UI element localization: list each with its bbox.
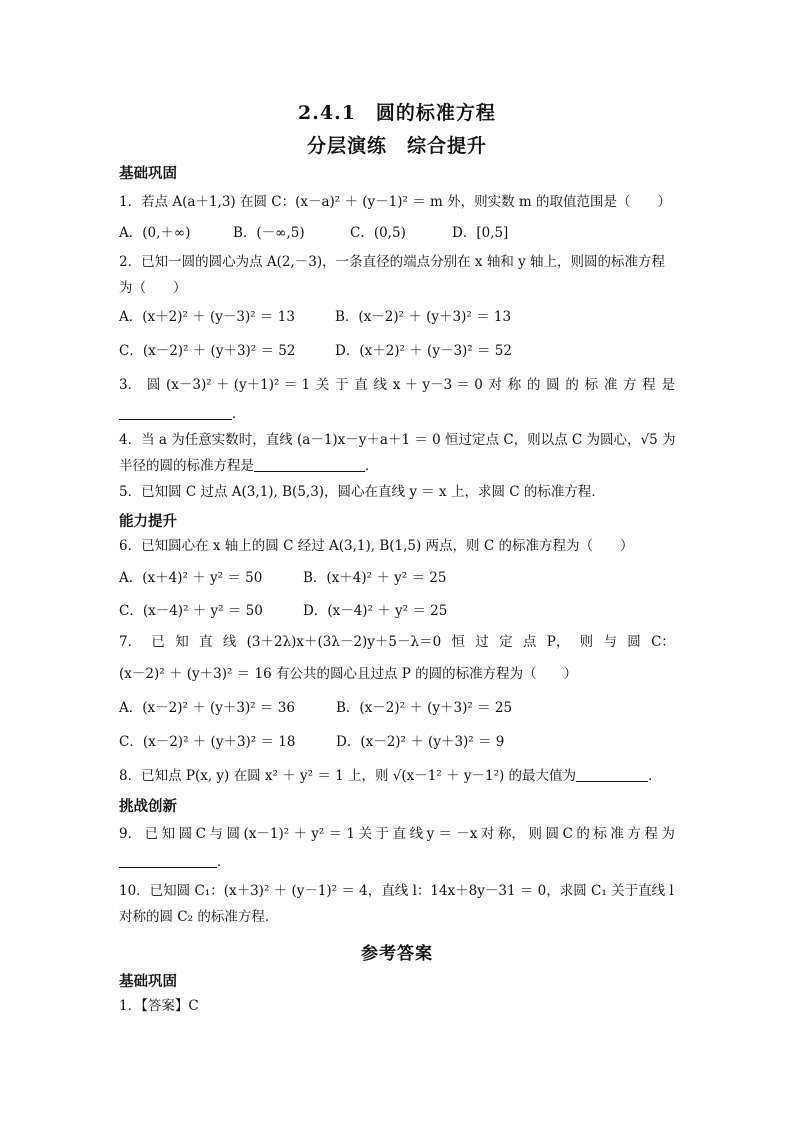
q7-word: 过 <box>475 634 489 650</box>
q9-word: 关 <box>358 826 373 842</box>
q1-stem: 1．若点 A(a＋1,3) 在圆 C：(x－a)² ＋ (y－1)² ＝ m 外，则实数 m 的取值范围是（ ） <box>119 194 672 210</box>
answers-heading: 参考答案 <box>361 944 433 964</box>
q7-word: 定 <box>499 634 513 650</box>
q4-text: 半径的圆的标准方程是 <box>119 458 254 474</box>
q6-option-d: D．(x－4)² ＋ y² ＝ 25 <box>303 603 448 619</box>
q8-answer-blank[interactable] <box>576 767 648 782</box>
q3-word: 准 <box>603 377 618 393</box>
q4-period: ． <box>365 458 379 474</box>
q6-option-a: A．(x＋4)² ＋ y² ＝ 50 <box>119 570 263 586</box>
q2-option-c: C．(x－2)² ＋ (y＋3)² ＝ 52 <box>119 343 296 359</box>
q7-word: 圆 <box>627 634 641 650</box>
q3-word: x ＋ y－3 ＝ 0 <box>392 377 483 393</box>
q2-option-b: B．(x－2)² ＋ (y＋3)² ＝ 13 <box>335 309 512 325</box>
q3-word: 的 <box>565 377 579 393</box>
q3-word: 圆 <box>546 377 560 393</box>
q7-word: 则 <box>579 634 594 650</box>
q3-word: 称 <box>507 377 522 393</box>
q9-word: 9． <box>119 826 142 842</box>
q9-word: 线 <box>409 826 424 842</box>
q1-option-a: A．(0,＋∞) <box>119 225 191 241</box>
q3-word: 于 <box>335 377 349 393</box>
q7-word: (3＋2λ)x＋(3λ－2)y＋5－λ＝0 <box>246 634 442 650</box>
q6-option-c: C．(x－4)² ＋ y² ＝ 50 <box>119 603 263 619</box>
answer-1: 1．【答案】C <box>119 998 199 1014</box>
section-challenge-heading: 挑战创新 <box>119 799 177 815</box>
q2-stem-line1: 2．已知一圆的圆心为点 A(2,－3)，一条直径的端点分别在 x 轴和 y 轴上，则圆的标准方程 <box>119 254 666 270</box>
q3-word: 是 <box>661 377 675 393</box>
q9-period: ． <box>217 854 231 870</box>
q9-word: 圆 <box>545 826 559 842</box>
q7-option-b: B．(x－2)² ＋ (y＋3)² ＝ 25 <box>336 700 513 716</box>
q1-option-d: D．[0,5] <box>452 225 509 241</box>
q3-word: 的 <box>526 377 541 393</box>
q7-word: 知 <box>175 634 189 650</box>
q3-word: 直 <box>354 377 368 393</box>
q9-answer-line <box>119 852 231 872</box>
q3-stem <box>119 375 675 395</box>
q9-word: C <box>562 826 573 842</box>
q9-word: 已 <box>144 826 159 842</box>
q2-option-a: A．(x＋2)² ＋ (y－3)² ＝ 13 <box>119 309 295 325</box>
q6-option-b: B．(x＋4)² ＋ y² ＝ 25 <box>303 570 447 586</box>
q9-word: 与 <box>209 826 224 842</box>
q9-word: 对 <box>480 826 495 842</box>
q7-option-c: C．(x－2)² ＋ (y＋3)² ＝ 18 <box>119 734 296 750</box>
q3-word: 程 <box>642 377 656 393</box>
q9-word: 知 <box>161 826 176 842</box>
q7-word: P， <box>546 634 570 650</box>
q4-answer-blank[interactable] <box>254 457 365 472</box>
q7-option-a: A．(x－2)² ＋ (y＋3)² ＝ 36 <box>119 700 295 716</box>
q9-word: 的 <box>576 826 590 842</box>
q8-stem <box>119 766 662 786</box>
q9-word: 圆 <box>226 826 241 842</box>
q7-word: 线 <box>222 634 237 650</box>
q7-word: 点 <box>522 634 537 650</box>
page-title: 2.4.1 圆的标准方程 <box>298 102 496 124</box>
q7-stem-line1 <box>119 632 675 652</box>
q3-word: 标 <box>584 377 599 393</box>
q9-word: 程 <box>644 826 658 842</box>
q7-word: 7． <box>119 634 142 650</box>
q3-word: 3． <box>119 377 142 393</box>
q9-stem <box>119 824 675 844</box>
q4-stem-line1: 4．当 a 为任意实数时，直线 (a－1)x－y＋a＋1 ＝ 0 恒过定点 C，则以点 C 为圆心，√5 为 <box>119 432 676 448</box>
q7-stem-line2: (x－2)² ＋ (y＋3)² ＝ 16 有公共的圆心且过点 P 的圆的标准方程为（ ） <box>119 666 578 682</box>
q5-stem: 5．已知圆 C 过点 A(3,1), B(5,3)，圆心在直线 y ＝ x 上，求圆 C 的标准方程． <box>119 484 605 500</box>
q9-word: 标 <box>593 826 607 842</box>
section-ability-heading: 能力提升 <box>119 514 177 530</box>
q3-word: 对 <box>488 377 503 393</box>
q9-word: 圆 <box>178 826 193 842</box>
q10-stem-line1: 10．已知圆 C₁：(x＋3)² ＋ (y－1)² ＝ 4，直线 l：14x＋8y－31 ＝ 0，求圆 C₁ 关于直线 l <box>119 883 674 899</box>
q3-answer-line <box>119 404 246 424</box>
q3-word: 线 <box>373 377 387 393</box>
q4-stem-line2 <box>119 456 379 476</box>
q1-option-b: B．(－∞,5) <box>233 225 305 241</box>
q7-option-d: D．(x－2)² ＋ (y＋3)² ＝ 9 <box>336 734 505 750</box>
q3-word: (x－3)² ＋ (y＋1)² ＝ 1 <box>166 377 311 393</box>
q9-answer-blank[interactable] <box>119 853 217 868</box>
q3-word: 方 <box>623 377 637 393</box>
q8-period: ． <box>648 768 662 784</box>
q8-text: 8．已知点 P(x, y) 在圆 x² ＋ y² ＝ 1 上，则 √(x－1² ＋ y－1²) 的最大值为 <box>119 768 577 784</box>
q7-word: C： <box>651 634 675 650</box>
q9-word: 准 <box>610 826 624 842</box>
section-basic-heading: 基础巩固 <box>119 166 177 182</box>
q1-option-c: C．(0,5) <box>350 225 406 241</box>
q7-word: 与 <box>603 634 617 650</box>
q9-word: 称， <box>497 826 525 842</box>
q7-word: 直 <box>199 634 213 650</box>
q7-word: 恒 <box>451 634 465 650</box>
q6-stem: 6．已知圆心在 x 轴上的圆 C 经过 A(3,1), B(1,5) 两点，则 C 的标准方程为（ ） <box>119 538 634 554</box>
q9-word: 直 <box>392 826 407 842</box>
q7-word: 已 <box>151 634 165 650</box>
q9-word: C <box>195 826 206 842</box>
q2-stem-line2: 为（ ） <box>119 280 187 296</box>
q9-word: 则 <box>528 826 542 842</box>
answers-basic-heading: 基础巩固 <box>119 974 177 990</box>
q10-stem-line2: 对称的圆 C₂ 的标准方程． <box>119 909 279 925</box>
q9-word: y ＝ －x <box>426 826 478 842</box>
q3-word: 关 <box>315 377 330 393</box>
q9-word: 为 <box>661 826 675 842</box>
q3-answer-blank[interactable] <box>119 405 232 420</box>
q3-word: 圆 <box>146 377 161 393</box>
q2-option-d: D．(x＋2)² ＋ (y－3)² ＝ 52 <box>335 343 512 359</box>
q9-word: (x－1)² ＋ y² ＝ 1 <box>243 826 355 842</box>
q9-word: 于 <box>375 826 390 842</box>
q9-word: 方 <box>627 826 641 842</box>
q3-period: ． <box>232 406 246 422</box>
page-subtitle: 分层演练 综合提升 <box>306 135 487 157</box>
